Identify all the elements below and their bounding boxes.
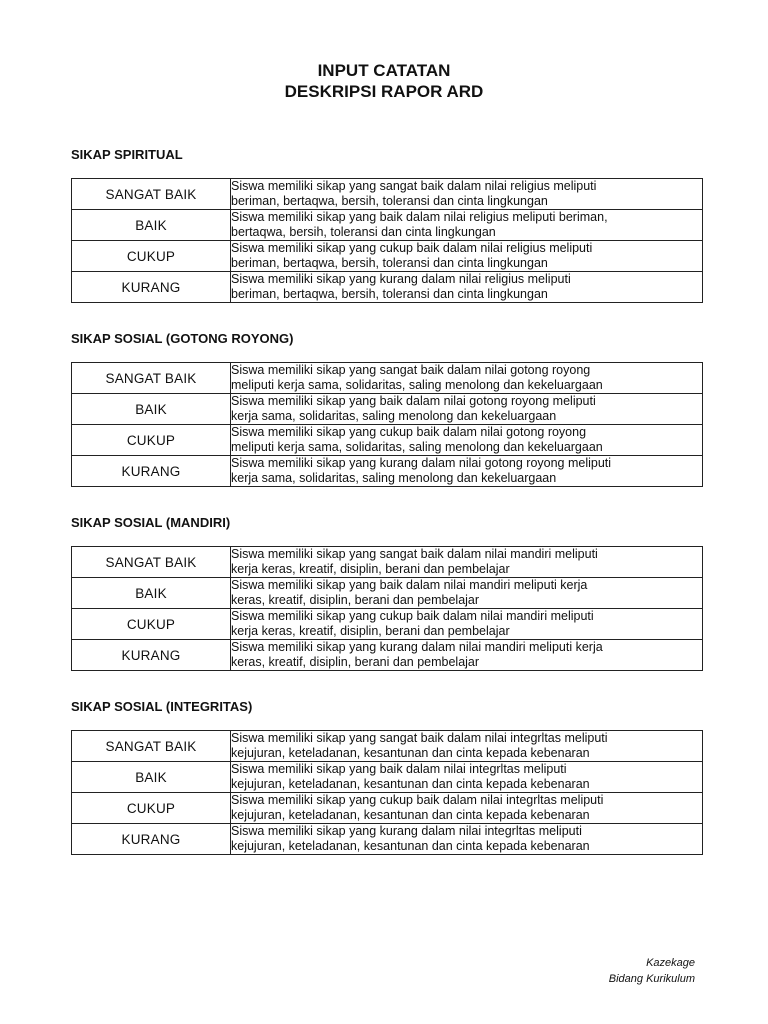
description-line-1: Siswa memiliki sikap yang kurang dalam nilai religius meliputi <box>231 272 571 286</box>
description-cell <box>231 210 703 241</box>
table-gotong-royong <box>71 362 703 487</box>
description-cell <box>231 731 703 762</box>
level-cell: BAIK <box>72 762 231 793</box>
title-line-2: DESKRIPSI RAPOR ARD <box>284 82 484 101</box>
description-line-2: bertaqwa, bersih, toleransi dan cinta lingkungan <box>231 225 496 239</box>
description-cell <box>231 241 703 272</box>
level-cell: SANGAT BAIK <box>72 731 231 762</box>
description-line-1: Siswa memiliki sikap yang baik dalam nilai integrltas meliputi <box>231 762 567 776</box>
description-cell <box>231 793 703 824</box>
title-line-1: INPUT CATATAN <box>317 61 451 80</box>
description-line-1: Siswa memiliki sikap yang kurang dalam nilai gotong royong meliputi <box>231 456 612 470</box>
description-cell <box>231 179 703 210</box>
level-cell: SANGAT BAIK <box>72 179 231 210</box>
description-line-2: kejujuran, keteladanan, kesantunan dan cinta kepada kebenaran <box>231 777 590 791</box>
description-line-2: kerja sama, solidaritas, saling menolong dan kekeluargaan <box>231 409 557 423</box>
level-cell: BAIK <box>72 210 231 241</box>
table-row <box>72 394 703 425</box>
level-cell: CUKUP <box>72 241 231 272</box>
description-line-2: kejujuran, keteladanan, kesantunan dan cinta kepada kebenaran <box>231 839 590 853</box>
description-cell <box>231 640 703 671</box>
description-line-1: Siswa memiliki sikap yang cukup baik dalam nilai mandiri meliputi <box>231 609 594 623</box>
table-row <box>72 272 703 303</box>
description-cell <box>231 425 703 456</box>
description-line-2: kejujuran, keteladanan, kesantunan dan cinta kepada kebenaran <box>231 808 590 822</box>
description-line-2: meliputi kerja sama, solidaritas, saling menolong dan kekeluargaan <box>231 440 603 454</box>
table-row <box>72 547 703 578</box>
table-integritas <box>71 730 703 855</box>
table-row <box>72 824 703 855</box>
level-cell: SANGAT BAIK <box>72 547 231 578</box>
description-cell <box>231 578 703 609</box>
description-line-1: Siswa memiliki sikap yang sangat baik dalam nilai mandiri meliputi <box>231 547 598 561</box>
signature-name: Kazekage <box>646 957 695 969</box>
description-line-2: meliputi kerja sama, solidaritas, saling menolong dan kekeluargaan <box>231 378 603 392</box>
description-line-2: kejujuran, keteladanan, kesantunan dan cinta kepada kebenaran <box>231 746 590 760</box>
signature-block <box>609 955 695 987</box>
description-line-1: Siswa memiliki sikap yang cukup baik dalam nilai religius meliputi <box>231 241 593 255</box>
level-cell: BAIK <box>72 394 231 425</box>
level-cell: CUKUP <box>72 425 231 456</box>
description-line-1: Siswa memiliki sikap yang kurang dalam nilai integrltas meliputi <box>231 824 582 838</box>
description-line-1: Siswa memiliki sikap yang cukup baik dalam nilai gotong royong <box>231 425 587 439</box>
description-line-2: beriman, bertaqwa, bersih, toleransi dan cinta lingkungan <box>231 256 548 270</box>
description-line-2: kerja keras, kreatif, disiplin, berani dan pembelajar <box>231 562 510 576</box>
table-row <box>72 609 703 640</box>
description-line-1: Siswa memiliki sikap yang sangat baik dalam nilai gotong royong <box>231 363 591 377</box>
description-line-1: Siswa memiliki sikap yang cukup baik dalam nilai integrltas meliputi <box>231 793 604 807</box>
table-row <box>72 241 703 272</box>
description-line-1: Siswa memiliki sikap yang baik dalam nilai gotong royong meliputi <box>231 394 596 408</box>
signature-role: Bidang Kurikulum <box>608 973 695 985</box>
table-row <box>72 731 703 762</box>
description-cell <box>231 456 703 487</box>
description-line-1: Siswa memiliki sikap yang kurang dalam nilai mandiri meliputi kerja <box>231 640 603 654</box>
table-row <box>72 425 703 456</box>
description-line-1: Siswa memiliki sikap yang sangat baik dalam nilai religius meliputi <box>231 179 597 193</box>
description-line-2: kerja keras, kreatif, disiplin, berani dan pembelajar <box>231 624 510 638</box>
table-row <box>72 456 703 487</box>
table-row <box>72 179 703 210</box>
table-row <box>72 578 703 609</box>
section-heading-gotong-royong: SIKAP SOSIAL (GOTONG ROYONG) <box>71 331 294 346</box>
description-line-1: Siswa memiliki sikap yang baik dalam nilai mandiri meliputi kerja <box>231 578 588 592</box>
description-cell <box>231 363 703 394</box>
description-line-2: beriman, bertaqwa, bersih, toleransi dan cinta lingkungan <box>231 287 548 301</box>
table-spiritual <box>71 178 703 303</box>
level-cell: KURANG <box>72 824 231 855</box>
table-row <box>72 210 703 241</box>
description-cell <box>231 272 703 303</box>
description-line-1: Siswa memiliki sikap yang baik dalam nilai religius meliputi beriman, <box>231 210 608 224</box>
level-cell: CUKUP <box>72 609 231 640</box>
description-line-2: keras, kreatif, disiplin, berani dan pembelajar <box>231 593 480 607</box>
table-row <box>72 762 703 793</box>
section-heading-spiritual: SIKAP SPIRITUAL <box>71 147 183 162</box>
description-cell <box>231 824 703 855</box>
table-mandiri <box>71 546 703 671</box>
level-cell: KURANG <box>72 640 231 671</box>
table-row <box>72 363 703 394</box>
level-cell: SANGAT BAIK <box>72 363 231 394</box>
description-cell <box>231 609 703 640</box>
table-row <box>72 640 703 671</box>
description-line-2: kerja sama, solidaritas, saling menolong dan kekeluargaan <box>231 471 557 485</box>
level-cell: CUKUP <box>72 793 231 824</box>
section-heading-mandiri: SIKAP SOSIAL (MANDIRI) <box>71 515 231 530</box>
level-cell: KURANG <box>72 272 231 303</box>
document-title <box>0 60 768 102</box>
description-cell <box>231 394 703 425</box>
level-cell: BAIK <box>72 578 231 609</box>
description-line-1: Siswa memiliki sikap yang sangat baik dalam nilai integrltas meliputi <box>231 731 608 745</box>
description-cell <box>231 547 703 578</box>
description-line-2: beriman, bertaqwa, bersih, toleransi dan cinta lingkungan <box>231 194 548 208</box>
section-heading-integritas: SIKAP SOSIAL (INTEGRITAS) <box>71 699 253 714</box>
table-row <box>72 793 703 824</box>
description-cell <box>231 762 703 793</box>
description-line-2: keras, kreatif, disiplin, berani dan pembelajar <box>231 655 480 669</box>
level-cell: KURANG <box>72 456 231 487</box>
